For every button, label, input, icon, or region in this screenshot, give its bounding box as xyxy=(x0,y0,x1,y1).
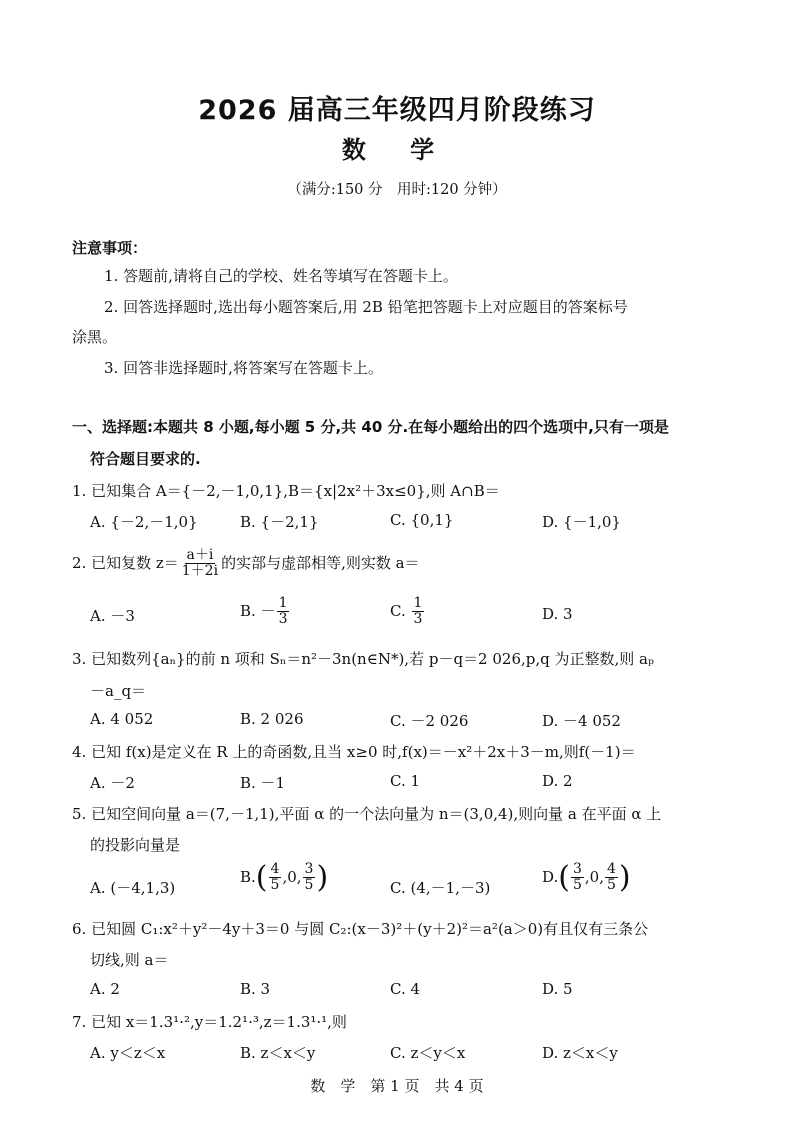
option-fraction xyxy=(303,862,316,894)
option-fraction xyxy=(269,862,282,894)
note-item: 2. 回答选择题时,选出每小题答案后,用 2B 铅笔把答题卡上对应题目的答案标号 xyxy=(104,298,628,316)
question-6-option-a: A. 2 xyxy=(90,980,120,998)
left-paren: ( xyxy=(558,859,570,895)
note-item: 3. 回答非选择题时,将答案写在答题卡上。 xyxy=(104,359,383,377)
option-label: B. － xyxy=(240,601,276,620)
question-5-stem: 5. 已知空间向量 a＝(7,－1,1),平面 α 的一个法向量为 n＝(3,0,4),则向量 a 在平面 α 上 xyxy=(72,805,662,823)
question-4-option-d: D. 2 xyxy=(542,772,573,790)
question-1-option-c: C. {0,1} xyxy=(390,511,454,529)
question-7-option-b: B. z＜x＜y xyxy=(240,1044,316,1062)
fraction-numerator: a＋i xyxy=(186,547,214,563)
fraction-denominator: 5 xyxy=(607,877,616,894)
fraction-numerator: 3 xyxy=(304,861,314,877)
question-6-option-b: B. 3 xyxy=(240,980,271,998)
question-4-stem: 4. 已知 f(x)是定义在 R 上的奇函数,且当 x≥0 时,f(x)＝－x²＋2x＋3－m,则f(－1)＝ xyxy=(72,743,636,761)
question-7-option-a: A. y＜z＜x xyxy=(90,1044,166,1062)
question-1-option-a: A. {－2,－1,0} xyxy=(90,513,198,531)
exam-title: 2026 届高三年级四月阶段练习 xyxy=(198,95,596,126)
question-2-stem xyxy=(72,548,420,580)
question-2-fraction xyxy=(180,548,220,580)
question-6-stem-cont: 切线,则 a＝ xyxy=(90,951,169,969)
question-6-option-c: C. 4 xyxy=(390,980,421,998)
right-paren: ) xyxy=(618,859,631,895)
question-4-option-a: A. －2 xyxy=(90,774,135,792)
question-3-option-a: A. 4 052 xyxy=(90,710,154,728)
option-mid: ,0, xyxy=(584,867,604,886)
left-paren: ( xyxy=(255,859,268,895)
question-3-stem-cont: －a_q＝ xyxy=(90,682,147,700)
fraction-numerator: 1 xyxy=(413,595,423,611)
fraction-numerator: 1 xyxy=(278,595,288,611)
question-7-stem: 7. 已知 x＝1.3¹·²,y＝1.2¹·³,z＝1.3¹·¹,则 xyxy=(72,1013,347,1031)
question-1-option-d: D. {－1,0} xyxy=(542,513,621,531)
note-item: 1. 答题前,请将自己的学校、姓名等填写在答题卡上。 xyxy=(104,267,458,285)
page-footer: 数 学 第 1 页 共 4 页 xyxy=(310,1077,484,1095)
subject-title: 数 学 xyxy=(341,136,453,164)
question-2-stem-pre: 2. 已知复数 z＝ xyxy=(72,553,179,572)
fraction-denominator: 1＋2i xyxy=(181,563,219,580)
option-fraction xyxy=(605,862,618,894)
question-6-option-d: D. 5 xyxy=(542,980,573,998)
question-2-stem-post: 的实部与虚部相等,则实数 a＝ xyxy=(221,553,420,572)
question-5-option-d xyxy=(542,859,631,895)
question-5-option-b xyxy=(240,859,329,895)
question-3-stem: 3. 已知数列{aₙ}的前 n 项和 Sₙ＝n²－3n(n∈N*),若 p－q＝2 026,p,q 为正整数,则 aₚ xyxy=(72,650,654,668)
fraction-numerator: 4 xyxy=(607,861,616,877)
section-heading-cont: 符合题目要求的. xyxy=(90,450,201,468)
fraction-denominator: 5 xyxy=(270,877,280,894)
fraction-denominator: 5 xyxy=(572,877,582,894)
option-mid: ,0, xyxy=(282,867,302,886)
option-label: D. xyxy=(542,867,559,886)
question-7-option-d: D. z＜x＜y xyxy=(542,1044,618,1062)
option-fraction xyxy=(277,596,290,628)
question-6-stem: 6. 已知圆 C₁:x²＋y²－4y＋3＝0 与圆 C₂:(x－3)²＋(y＋2)²＝a²(a＞0)有且仅有三条公 xyxy=(72,920,649,938)
fraction-denominator: 3 xyxy=(278,611,288,628)
question-3-option-c: C. －2 026 xyxy=(390,712,469,730)
question-5-option-c: C. (4,－1,－3) xyxy=(390,879,491,897)
question-2-option-a: A. －3 xyxy=(90,607,135,625)
option-fraction xyxy=(571,862,584,894)
question-3-option-b: B. 2 026 xyxy=(240,710,304,728)
question-2-option-b xyxy=(240,596,290,628)
note-item: 涂黑。 xyxy=(72,328,118,346)
right-paren: ) xyxy=(316,859,329,895)
fraction-denominator: 5 xyxy=(304,877,314,894)
question-1-option-b: B. {－2,1} xyxy=(240,513,319,531)
option-fraction xyxy=(412,596,425,628)
fraction-denominator: 3 xyxy=(413,611,423,628)
question-5-stem-cont: 的投影向量是 xyxy=(90,836,181,854)
question-7-option-c: C. z＜y＜x xyxy=(390,1044,466,1062)
option-label: B. xyxy=(240,867,256,886)
question-3-option-d: D. －4 052 xyxy=(542,712,621,730)
question-4-option-b: B. －1 xyxy=(240,774,286,792)
exam-meta: （满分:150 分 用时:120 分钟） xyxy=(287,182,507,198)
section-heading: 一、选择题:本题共 8 小题,每小题 5 分,共 40 分.在每小题给出的四个选项中,只有一项是 xyxy=(72,418,669,436)
option-label: C. xyxy=(390,601,406,620)
question-2-option-d: D. 3 xyxy=(542,605,573,623)
question-5-option-a: A. (－4,1,3) xyxy=(90,879,176,897)
notes-heading: 注意事项： xyxy=(72,239,148,257)
fraction-numerator: 3 xyxy=(572,861,582,877)
question-2-option-c xyxy=(390,596,425,628)
question-4-option-c: C. 1 xyxy=(390,772,421,790)
fraction-numerator: 4 xyxy=(270,861,280,877)
question-1-stem: 1. 已知集合 A＝{－2,－1,0,1},B＝{x|2x²＋3x≤0},则 A∩B＝ xyxy=(72,482,500,500)
